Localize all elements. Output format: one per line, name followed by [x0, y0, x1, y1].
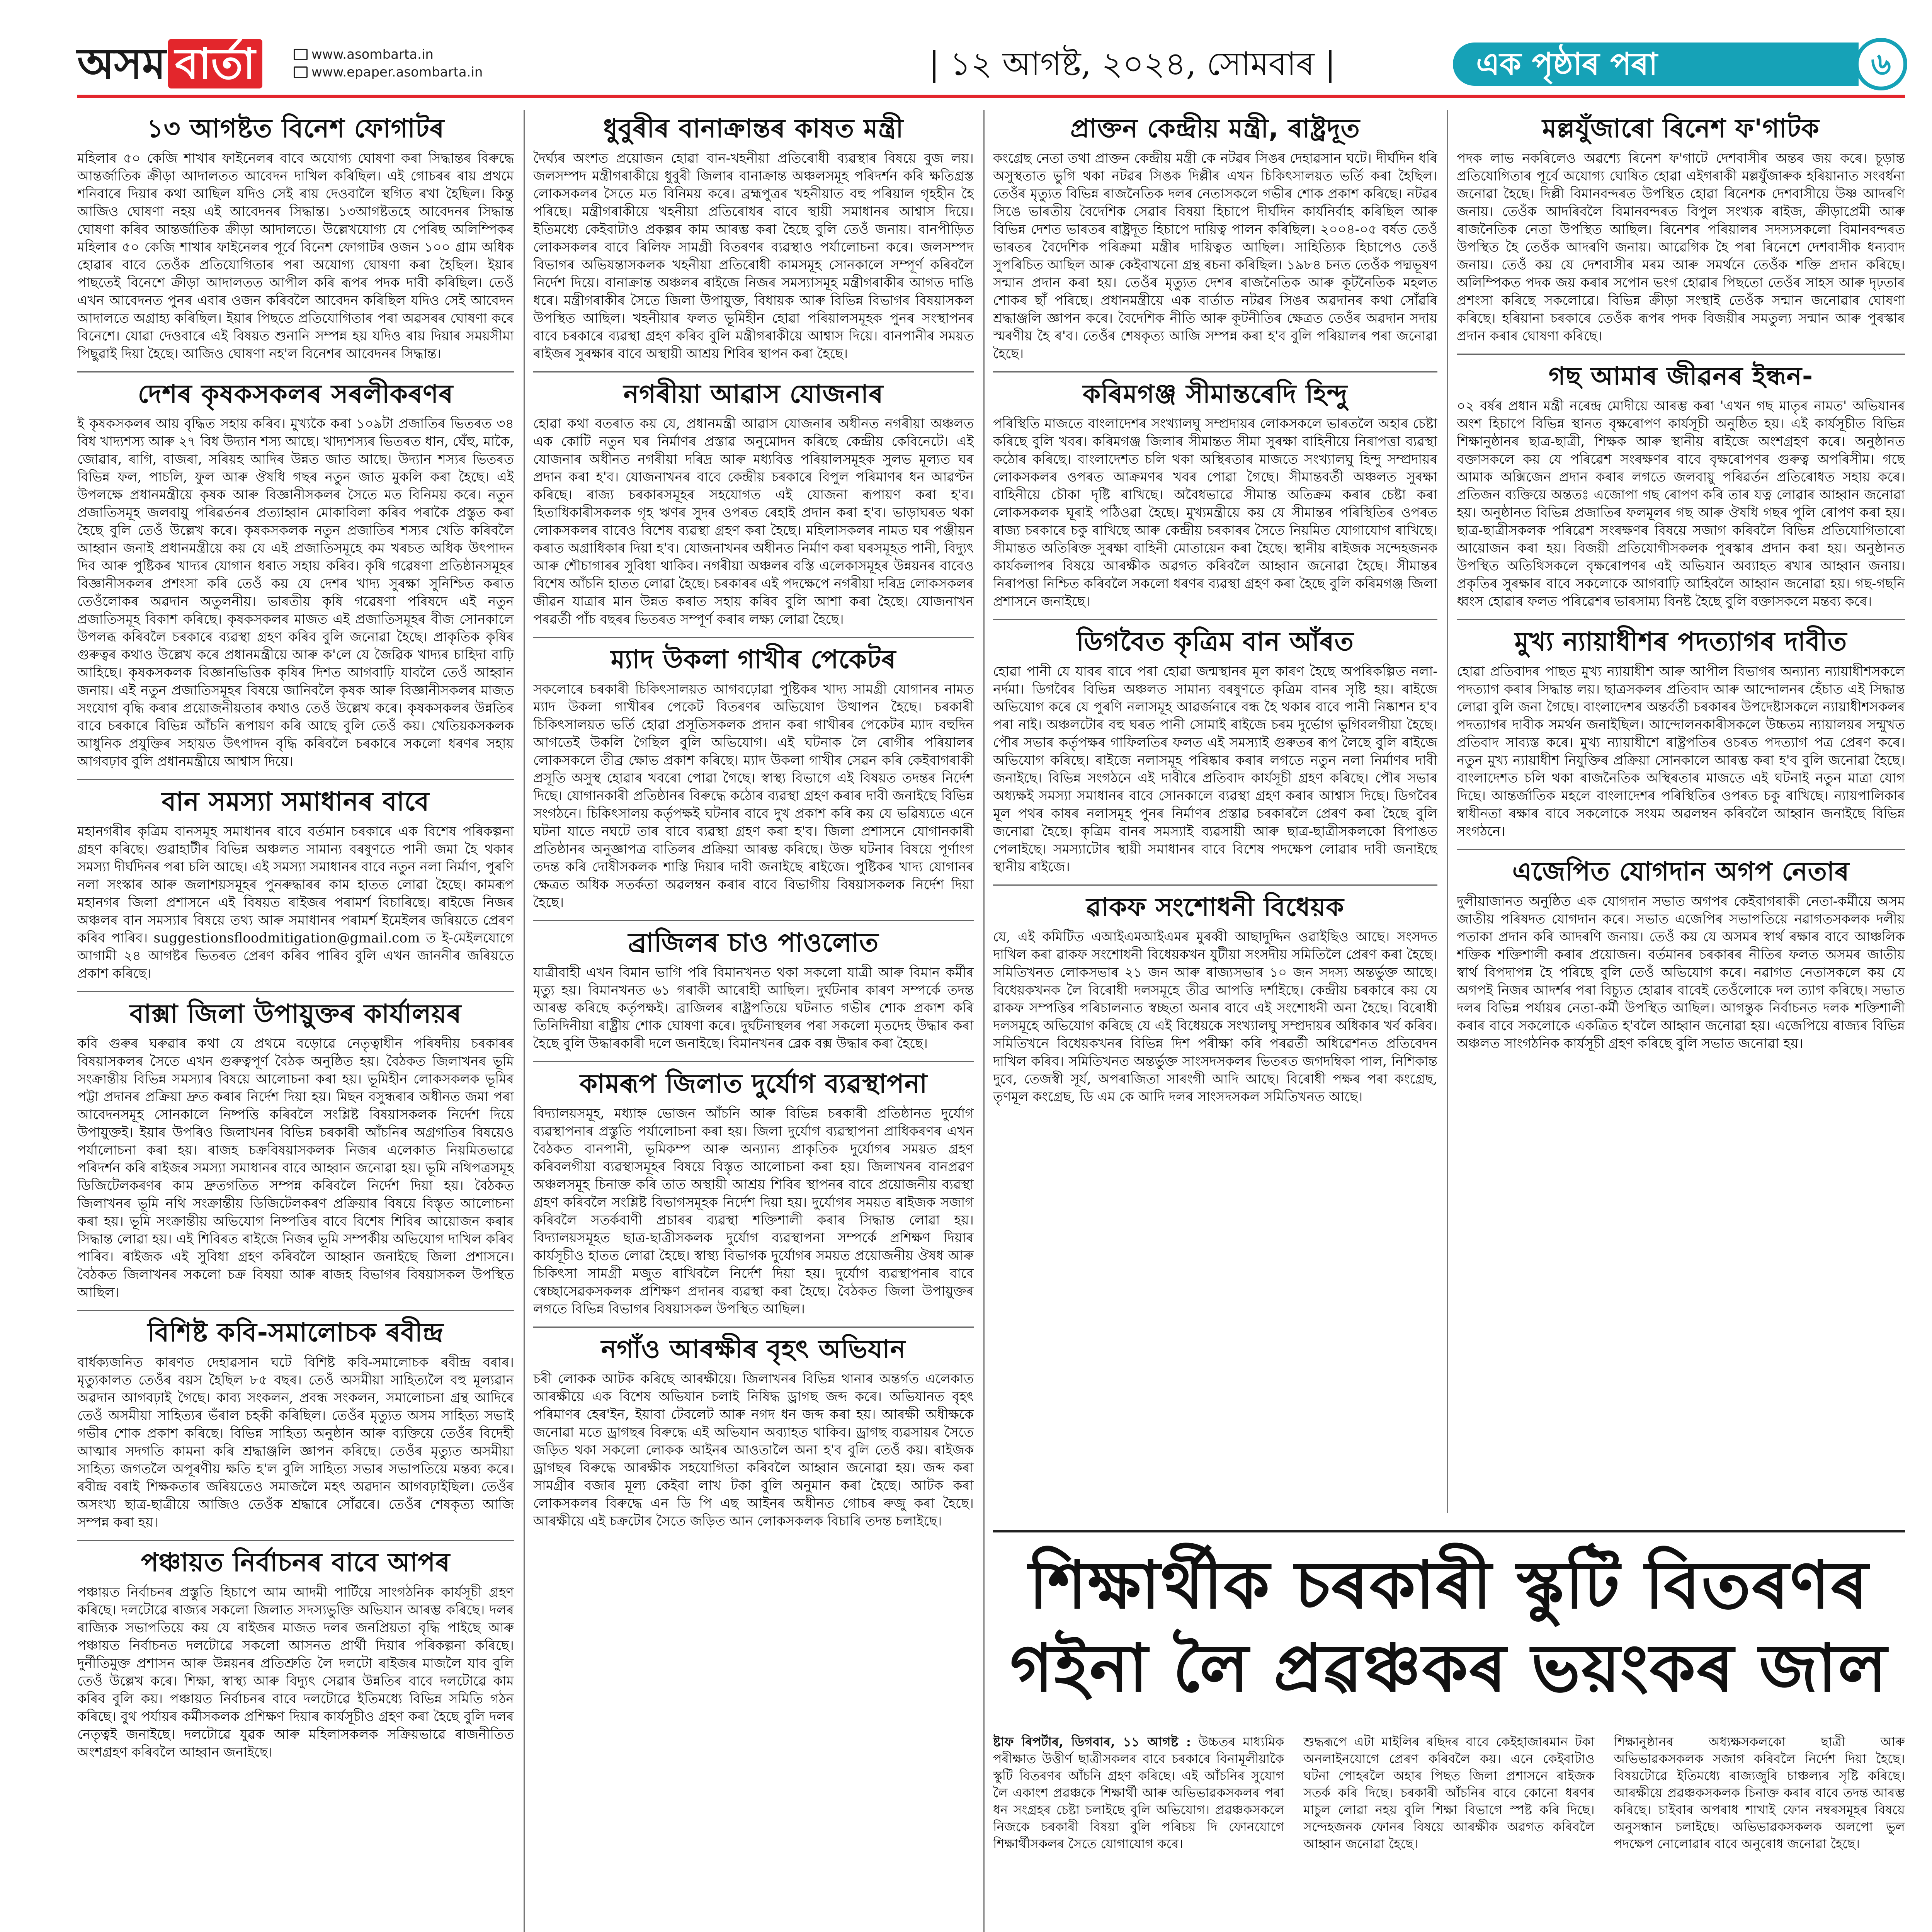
feature-story[interactable] [993, 1530, 1905, 1932]
article[interactable] [533, 1068, 974, 1318]
divider [77, 1310, 514, 1311]
column-divider [1447, 110, 1448, 1513]
article-headline[interactable]: ধুবুৰীৰ বানাক্ৰান্তৰ কাষত মন্ত্ৰী [603, 114, 904, 143]
feature-column: শিক্ষানুষ্ঠানৰ অধ্যক্ষসকলকো ছাত্ৰী আৰু অভিভাৱকসকলক সজাগ কৰিবলৈ নিৰ্দেশ দিয়া হৈছে। বিষয়টোৱে ইতিমধ্যে ৰাজ্যজুৰি চাঞ্চল্যৰ সৃষ্টি কৰিছে। আৰক্ষীয়ে প্ৰৱঞ্চকসকলক চিনাক্ত কৰাৰ বাবে তদন্ত আৰম্ভ কৰিছে। চাইবাৰ অপৰাধ শাখাই ফোন নম্বৰসমূহৰ বিষয়ে অনুসন্ধান চলাইছে। অভিভাৱকসকলক অলপো ভুল পদক্ষেপ নোলোৱাৰ বাবে অনুৰোধ জনোৱা হৈছে। [1614, 1734, 1905, 1851]
divider [533, 920, 974, 921]
article[interactable] [533, 1333, 974, 1530]
column-divider [524, 110, 525, 1932]
divider [533, 1061, 974, 1062]
article-body: যে, এই কমিটিত এআইএমআইএমৰ মুৰব্বী আছাদুদ্দিন ওৱাইছিও আছে। সংসদত দাখিল কৰা ৱাকফ সংশোধনী বিধেয়কখন যুটীয়া সংসদীয় সমিতিলৈ প্ৰেৰণ কৰা হৈছে। সমিতিখনত লোকসভাৰ ২১ জন আৰু ৰাজ্যসভাৰ ১০ জন সদস্য অন্তৰ্ভুক্ত আছে। বিধেয়কখনক লৈ বিৰোধী দলসমূহে তীব্ৰ আপত্তি দৰ্শাইছে। কেন্দ্ৰীয় চৰকাৰে কয় যে ৱাকফ সম্পত্তিৰ পৰিচালনাত স্বচ্ছতা অনাৰ বাবে এই সংশোধনী অনা হৈছে। বিৰোধী দলসমূহে অভিযোগ কৰিছে যে এই বিধেয়কে সংখ্যালঘু সম্প্ৰদায়ৰ অধিকাৰ খৰ্ব কৰিব। সমিতিখনে বিধেয়কখনৰ বিভিন্ন দিশ পৰীক্ষা কৰি পৰৱৰ্তী অধিৱেশনত প্ৰতিবেদন দাখিল কৰিব। সমিতিখনত অন্তৰ্ভুক্ত সাংসদসকলৰ ভিতৰত জগদম্বিকা পাল, নিশিকান্ত দুবে, তেজস্বী সূৰ্য, অপৰাজিতা সাৰংগী আদি আছে। বিৰোধী পক্ষৰ পৰা কংগ্ৰেছ, তৃণমূল কংগ্ৰেছ, ডি এম কে আদি দলৰ সাংসদসকল সমিতিখনত আছে। [993, 929, 1437, 1105]
article-body: মহিলাৰ ৫০ কেজি শাখাৰ ফাইনেলৰ বাবে অযোগ্য ঘোষণা কৰা সিদ্ধান্তৰ বিৰুদ্ধে আন্তৰ্জাতিক ক্ৰীড়া আদালতত আবেদন দাখিল কৰিছিল। এই গোচৰৰ ৰায় প্ৰথমে শনিবাৰে দিয়াৰ কথা আছিল যদিও সেই ৰায় দেওবালৈ স্থগিত ৰখা হৈছিল। কিন্তু আজিও ঘোষণা নহয় এই আবেদনৰ সিদ্ধান্ত। ১৩আগষ্টতহে আবেদনৰ সিদ্ধান্ত ঘোষণা কৰিব আন্তৰ্জাতিক ক্ৰীড়া আদালতে। উল্লেখযোগ্য যে পেৰিছ অলিম্পিকৰ মহিলাৰ ৫০ কেজি শাখাৰ ফাইনেলৰ পূৰ্বে বিনেশ ফোগাটৰ ওজন ১০০ গ্ৰাম অধিক হোৱাৰ বাবে তেওঁক প্ৰতিযোগিতাৰ পৰা অযোগ্য ঘোষণা কৰা হৈছিল। ইয়াৰ পাছতেই বিনেশে ক্ৰীড়া আদালতত আপীল কৰি ৰূপৰ পদক দাবী কৰিছিল। তেওঁ এখন আবেদনত পুনৰ এবাৰ ওজন কৰিবলৈ আবেদন কৰিছিল যদিও সেই আবেদন আদালতে অগ্ৰাহ্য কৰিছিল। ইয়াৰ পিছতে প্ৰতিযোগিতাৰ পৰা অৱসৰৰ ঘোষণা কৰে বিনেশে। যোৱা দেওবাৰে এই বিষয়ত শুনানি সম্পন্ন হয় যদিও ৰায় দিয়াৰ সময়সীমা পিছুৱাই দিয়া হৈছে। আজিও ঘোষণা নহ'ল বিনেশৰ আবেদনৰ সিদ্ধান্ত। [77, 151, 514, 362]
article[interactable] [1457, 360, 1905, 611]
article-body: দুলীয়াজানত অনুষ্ঠিত এক যোগদান সভাত অগপৰ কেইবাগৰাকী নেতা-কৰ্মীয়ে অসম জাতীয় পৰিষদত যোগদান কৰে। সভাত এজেপিৰ সভাপতিয়ে নৱাগতসকলক দলীয় পতাকা প্ৰদান কৰি আদৰণি জনায়। তেওঁ কয় যে অসমৰ স্বাৰ্থ ৰক্ষাৰ বাবে আঞ্চলিক শক্তিক শক্তিশালী কৰাৰ প্ৰয়োজন। বৰ্তমানৰ চৰকাৰৰ নীতিৰ ফলত অসমৰ জাতীয় স্বাৰ্থ বিপদাপন্ন হৈ পৰিছে বুলি তেওঁ অভিযোগ কৰে। নৱাগত নেতাসকলে কয় যে অগপই নিজৰ আদৰ্শৰ পৰা বিচ্যুত হোৱাৰ বাবেই তেওঁলোকে দল ত্যাগ কৰিছে। সভাত দলৰ বিভিন্ন পৰ্যায়ৰ নেতা-কৰ্মী উপস্থিত আছিল। আগন্তুক নিৰ্বাচনত দলক শক্তিশালী কৰাৰ বাবে সকলোকে একত্ৰিত হ'বলৈ আহ্বান জনোৱা হয়। এজেপিয়ে ৰাজ্যৰ বিভিন্ন অঞ্চলত সাংগঠনিক কাৰ্যসূচী গ্ৰহণ কৰিছে বুলি সভাত জনোৱা হয়। [1457, 894, 1905, 1051]
article-headline[interactable]: বাক্সা জিলা উপায়ুক্তৰ কাৰ্যালয়ৰ [129, 999, 462, 1029]
article-headline[interactable]: ৱাকফ সংশোধনী বিধেয়ক [1086, 892, 1344, 922]
article-headline[interactable]: নগাঁও আৰক্ষীৰ বৃহৎ অভিযান [601, 1334, 906, 1364]
column-3 [993, 110, 1437, 1513]
computer-icon [294, 49, 308, 60]
masthead [77, 35, 1905, 93]
epaper-link[interactable] [294, 63, 483, 81]
article[interactable] [533, 378, 974, 628]
feature-body [993, 1733, 1905, 1919]
article[interactable] [993, 112, 1437, 363]
article-body: ০২ বৰ্ষৰ প্ৰধান মন্ত্ৰী নৰেন্দ্ৰ মোদীয়ে আৰম্ভ কৰা 'এখন গছ মাতৃৰ নামত' অভিযানৰ অংশ হিচাপে বিভিন্ন স্থানত বৃক্ষৰোপণ কাৰ্যসূচী অনুষ্ঠিত হয়। এই কাৰ্যসূচীত বিভিন্ন শিক্ষানুষ্ঠানৰ ছাত্ৰ-ছাত্ৰী, শিক্ষক আৰু স্থানীয় ৰাইজে অংশগ্ৰহণ কৰে। অনুষ্ঠানত বক্তাসকলে কয় যে পৰিৱেশ সংৰক্ষণৰ বাবে বৃক্ষৰোপণৰ গুৰুত্ব অপৰিসীম। গছে আমাক অক্সিজেন প্ৰদান কৰাৰ লগতে জলবায়ু পৰিৱৰ্তন প্ৰতিৰোধত সহায় কৰে। প্ৰতিজন ব্যক্তিয়ে অন্ততঃ এজোপা গছ ৰোপণ কৰি তাৰ যত্ন লোৱাৰ আহ্বান জনোৱা হয়। অনুষ্ঠানত বিভিন্ন প্ৰজাতিৰ ফলমূলৰ গছ আৰু ঔষধি গছৰ পুলি ৰোপণ কৰা হয়। ছাত্ৰ-ছাত্ৰীসকলক পৰিৱেশ সংৰক্ষণৰ বিষয়ে সজাগ কৰিবলৈ বিভিন্ন প্ৰতিযোগিতাৰো আয়োজন কৰা হয়। বিজয়ী প্ৰতিযোগীসকলক পুৰস্কাৰ প্ৰদান কৰা হয়। অনুষ্ঠানত উপস্থিত অতিথিসকলে বৃক্ষৰোপণৰ এই অভিযান অব্যাহত ৰখাৰ আহ্বান জনায়। প্ৰকৃতিৰ সুৰক্ষাৰ বাবে সকলোকে আগবাঢ়ি আহিবলৈ আহ্বান জনোৱা হয়। গছ-গছনি ধ্বংস হোৱাৰ ফলত পৰিৱেশৰ ভাৰসাম্য বিনষ্ট হৈছে বুলি বক্তাসকলে মন্তব্য কৰে। [1457, 398, 1905, 609]
feature-text: উচ্চতৰ মাধ্যমিক পৰীক্ষাত উত্তীৰ্ণ ছাত্ৰীসকলৰ বাবে চৰকাৰে বিনামূলীয়াকৈ স্কুটি বিতৰণৰ আঁচনি গ্ৰহণ কৰিছে। এই আঁচনিৰ সুযোগ লৈ একাংশ প্ৰৱঞ্চকে শিক্ষাৰ্থী আৰু অভিভাৱকসকলৰ পৰা ধন সংগ্ৰহৰ চেষ্টা চলাইছে বুলি অভিযোগ। প্ৰৱঞ্চকসকলে নিজকে চৰকাৰী বিষয়া বুলি পৰিচয় দি ফোনযোগে শিক্ষাৰ্থীসকলৰ সৈতে যোগাযোগ কৰে। [993, 1734, 1284, 1851]
logo-text: অসম [77, 39, 166, 88]
column-4 [1457, 110, 1905, 1513]
article[interactable] [533, 643, 974, 912]
feature-column [993, 1733, 1284, 1919]
article-body: সকলোৰে চৰকাৰী চিকিৎসালয়ত আগবঢ়োৱা পুষ্টিকৰ খাদ্য সামগ্ৰী যোগানৰ নামত ম্যাদ উকলা গাখীৰৰ পেকেট বিতৰণৰ অভিযোগ উত্থাপন হৈছে। চৰকাৰী চিকিৎসালয়ত ভৰ্তি হোৱা প্ৰসূতিসকলক প্ৰদান কৰা গাখীৰৰ পেকেটৰ ম্যাদ বহুদিন আগতেই উকলি গৈছিল বুলি অভিযোগ। এই ঘটনাক লৈ ৰোগীৰ পৰিয়ালৰ লোকসকলে তীব্ৰ ক্ষোভ প্ৰকাশ কৰিছে। ম্যাদ উকলা গাখীৰ সেৱন কৰি কেইবাগৰাকী প্ৰসূতি অসুস্থ হোৱাৰ খবৰো পোৱা গৈছে। স্বাস্থ্য বিভাগে এই বিষয়ত তদন্তৰ নিৰ্দেশ দিছে। যোগানকাৰী প্ৰতিষ্ঠানৰ বিৰুদ্ধে কঠোৰ ব্যৱস্থা গ্ৰহণ কৰাৰ দাবী জনাইছে বিভিন্ন সংগঠনে। চিকিৎসালয় কৰ্তৃপক্ষই ঘটনাৰ বাবে দুখ প্ৰকাশ কৰি কয় যে ভৱিষ্যতে এনে ঘটনা যাতে নঘটে তাৰ বাবে ব্যৱস্থা গ্ৰহণ কৰা হ'ব। জিলা প্ৰশাসনে যোগানকাৰী প্ৰতিষ্ঠানৰ অনুজ্ঞাপত্ৰ বাতিলৰ প্ৰক্ৰিয়া আৰম্ভ কৰিছে। উক্ত ঘটনাৰ বিষয়ে পূৰ্ণাংগ তদন্ত কৰি দোষীসকলক শাস্তি দিয়াৰ দাবী জনাইছে ৰাইজে। পুষ্টিকৰ খাদ্য যোগানৰ ক্ষেত্ৰত অধিক সতৰ্কতা অৱলম্বন কৰাৰ বাবে বিভাগীয় বিষয়াসকলক নিৰ্দেশ দিয়া হৈছে। [533, 682, 974, 910]
article-body: পঞ্চায়ত নিৰ্বাচনৰ প্ৰস্তুতি হিচাপে আম আদমী পাৰ্টিয়ে সাংগঠনিক কাৰ্যসূচী গ্ৰহণ কৰিছে। দলটোৱে ৰাজ্যৰ সকলো জিলাত সদস্যভুক্তি অভিযান আৰম্ভ কৰিছে। দলৰ ৰাজ্যিক সভাপতিয়ে কয় যে ৰাইজৰ মাজত দলৰ জনপ্ৰিয়তা বৃদ্ধি পাইছে আৰু পঞ্চায়ত নিৰ্বাচনত দলটোৱে সকলো আসনত প্ৰাৰ্থী দিয়াৰ পৰিকল্পনা কৰিছে। দুৰ্নীতিমুক্ত প্ৰশাসন আৰু উন্নয়নৰ প্ৰতিশ্ৰুতি লৈ দলটো ৰাইজৰ মাজলৈ যাব বুলি তেওঁ উল্লেখ কৰে। শিক্ষা, স্বাস্থ্য আৰু বিদ্যুৎ সেৱাৰ উন্নতিৰ বাবে দলটোৱে কাম কৰিব বুলি কয়। পঞ্চায়ত নিৰ্বাচনৰ বাবে দলটোৱে ইতিমধ্যে বিভিন্ন সমিতি গঠন কৰিছে। বুথ পৰ্যায়ৰ কৰ্মীসকলক প্ৰশিক্ষণ দিয়াৰ কাৰ্যসূচীও গ্ৰহণ কৰা হৈছে বুলি দলৰ নেতৃত্বই জনাইছে। দলটোৱে যুৱক আৰু মহিলাসকলক সক্ৰিয়ভাৱে ৰাজনীতিত অংশগ্ৰহণ কৰিবলৈ আহ্বান জনাইছে। [77, 1585, 514, 1760]
divider [77, 779, 514, 780]
article-body: হোৱা কথা বতৰাত কয় যে, প্ৰধানমন্ত্ৰী আৱাস যোজনাৰ অধীনত নগৰীয়া অঞ্চলত এক কোটি নতুন ঘৰ নিৰ্মাণৰ প্ৰস্তাৱ অনুমোদন কৰিছে কেন্দ্ৰীয় কেবিনেটে। এই যোজনাৰ অধীনত নগৰীয়া দৰিদ্ৰ আৰু মধ্যবিত্ত পৰিয়ালসমূহক সুলভ মূল্যত ঘৰ প্ৰদান কৰা হ'ব। যোজনাখনৰ বাবে কেন্দ্ৰীয় চৰকাৰে বিপুল পৰিমাণৰ ধন আৱণ্টন কৰিছে। ৰাজ্য চৰকাৰসমূহৰ সহযোগত এই যোজনা ৰূপায়ণ কৰা হ'ব। হিতাধিকাৰীসকলক গৃহ ঋণৰ সুদৰ ওপৰত ৰেহাই প্ৰদান কৰা হ'ব। ভাড়াঘৰত থকা লোকসকলৰ বাবেও বিশেষ ব্যৱস্থা গ্ৰহণ কৰা হৈছে। মহিলাসকলৰ নামত ঘৰ পঞ্জীয়ন কৰাত অগ্ৰাধিকাৰ দিয়া হ'ব। যোজনাখনৰ অধীনত নিৰ্মাণ কৰা ঘৰসমূহত পানী, বিদ্যুৎ আৰু শৌচাগাৰৰ সুবিধা থাকিব। নগৰীয়া অঞ্চলৰ বস্তি এলেকাসমূহৰ উন্নয়নৰ বাবেও বিশেষ আঁচনি হাতত লোৱা হৈছে। চৰকাৰৰ এই পদক্ষেপে নগৰীয়া দৰিদ্ৰ লোকসকলৰ জীৱন যাত্ৰাৰ মান উন্নত কৰাত সহায় কৰিব বুলি আশা কৰা হৈছে। যোজনাখন পৰৱৰ্তী পাঁচ বছৰৰ ভিতৰত সম্পূৰ্ণ কৰাৰ লক্ষ্য লোৱা হৈছে। [533, 416, 974, 627]
divider [993, 619, 1437, 620]
article-headline[interactable]: মুখ্য ন্যায়াধীশৰ পদত্যাগৰ দাবীত [1514, 627, 1847, 656]
article[interactable] [993, 891, 1437, 1106]
article[interactable] [533, 112, 974, 363]
article-headline[interactable]: ডিগবৈত কৃত্ৰিম বান আঁৰত [1077, 627, 1354, 656]
article-body: চৰী লোকক আটক কৰিছে আৰক্ষীয়ে। জিলাখনৰ বিভিন্ন থানাৰ অন্তৰ্গত এলেকাত আৰক্ষীয়ে এক বিশেষ অভিযান চলাই নিষিদ্ধ ড্ৰাগছ জব্দ কৰে। অভিযানত বৃহৎ পৰিমাণৰ হেৰ'ইন, ইয়াবা টেবলেট আৰু নগদ ধন জব্দ কৰা হয়। আৰক্ষী অধীক্ষকে জনোৱা মতে ড্ৰাগছৰ বিৰুদ্ধে এই অভিযান অব্যাহত থাকিব। ড্ৰাগছ ব্যৱসায়ৰ সৈতে জড়িত থকা সকলো লোকক আইনৰ আওতালৈ অনা হ'ব বুলি তেওঁ কয়। ৰাইজক ড্ৰাগছৰ বিৰুদ্ধে আৰক্ষীক সহযোগিতা কৰিবলৈ আহ্বান জনোৱা হয়। জব্দ কৰা সামগ্ৰীৰ বজাৰ মূল্য কেইবা লাখ টকা বুলি অনুমান কৰা হৈছে। আটক কৰা লোকসকলৰ বিৰুদ্ধে এন ডি পি এছ আইনৰ অধীনত গোচৰ ৰুজু কৰা হৈছে। আৰক্ষীয়ে এই চক্ৰটোৰ সৈতে জড়িত আন লোকসকলক বিচাৰি তদন্ত চলাইছে। [533, 1371, 974, 1529]
issue-date: | ১২ আগষ্ট, ২০২৪, সোমবাৰ | [929, 45, 1336, 83]
article-body: হোৱা প্ৰতিবাদৰ পাছত মুখ্য ন্যায়াধীশ আৰু আপীল বিভাগৰ অন্যান্য ন্যায়াধীশসকলে পদত্যাগ কৰাৰ সিদ্ধান্ত লয়। ছাত্ৰসকলৰ প্ৰতিবাদ আৰু আন্দোলনৰ হেঁচাত এই সিদ্ধান্ত লোৱা বুলি জনা গৈছে। বাংলাদেশৰ অন্তৰ্বৰ্তী চৰকাৰৰ উপদেষ্টাসকলে ন্যায়াধীশসকলৰ পদত্যাগৰ দাবীক সমৰ্থন জনাইছিল। আন্দোলনকাৰীসকলে উচ্চতম ন্যায়ালয়ৰ সন্মুখত প্ৰতিবাদ সাব্যস্ত কৰে। মুখ্য ন্যায়াধীশে ৰাষ্ট্ৰপতিৰ ওচৰত পদত্যাগ পত্ৰ প্ৰেৰণ কৰে। নতুন মুখ্য ন্যায়াধীশ নিযুক্তিৰ প্ৰক্ৰিয়া সোনকালে আৰম্ভ কৰা হ'ব বুলি জনোৱা হৈছে। বাংলাদেশত চলি থকা ৰাজনৈতিক অস্থিৰতাৰ মাজতে এই ঘটনাই নতুন মাত্ৰা যোগ দিছে। আন্তৰ্জাতিক মহলে বাংলাদেশৰ পৰিস্থিতিৰ ওপৰত চকু ৰাখিছে। ন্যায়পালিকাৰ স্বাধীনতা ৰক্ষাৰ বাবে সকলোকে সংযম অৱলম্বন কৰিবলৈ আহ্বান জনাইছে বিভিন্ন সংগঠনে। [1457, 664, 1905, 839]
website-link[interactable] [294, 46, 483, 63]
divider [533, 371, 974, 372]
section-tab: এক পৃষ্ঠাৰ পৰা [1453, 43, 1859, 86]
article-headline[interactable]: বান সমস্যা সমাধানৰ বাবে [162, 787, 430, 816]
divider [993, 884, 1437, 886]
article[interactable] [1457, 112, 1905, 345]
article-body: দৈৰ্ঘ্যৰ অংশত প্ৰয়োজন হোৱা বান-খহনীয়া প্ৰতিৰোধী ব্যৱস্থাৰ বিষয়ে বুজ লয়। জলসম্পদ মন্ত্ৰীগৰাকীয়ে ধুবুৰী জিলাৰ বানাক্ৰান্ত অঞ্চলসমূহ পৰিদৰ্শন কৰি ক্ষতিগ্ৰস্ত লোকসকলৰ সৈতে মত বিনিময় কৰে। ব্ৰহ্মপুত্ৰৰ খহনীয়াত বহু পৰিয়াল গৃহহীন হৈ পৰিছে। মন্ত্ৰীগৰাকীয়ে খহনীয়া প্ৰতিৰোধৰ বাবে স্থায়ী সমাধানৰ আশ্বাস দিয়ে। ইতিমধ্যে কেইবাটাও প্ৰকল্পৰ কাম আৰম্ভ কৰা হৈছে বুলি তেওঁ জনায়। বানপীড়িত লোকসকলৰ বাবে ৰিলিফ সামগ্ৰী বিতৰণৰ ব্যৱস্থাও পৰ্যালোচনা কৰে। জলসম্পদ বিভাগৰ অভিযন্তাসকলক খহনীয়া প্ৰতিৰোধী কামসমূহ সোনকালে সম্পূৰ্ণ কৰিবলৈ নিৰ্দেশ দিয়ে। বানাক্ৰান্ত অঞ্চলৰ ৰাইজে নিজৰ সমস্যাসমূহ মন্ত্ৰীগৰাকীৰ আগত দাঙি ধৰে। মন্ত্ৰীগৰাকীৰ সৈতে জিলা উপায়ুক্ত, বিধায়ক আৰু বিভিন্ন বিভাগৰ বিষয়াসকল উপস্থিত আছিল। খহনীয়াৰ ফলত ভূমিহীন হোৱা পৰিয়ালসমূহক পুনৰ সংস্থাপনৰ বাবে চৰকাৰে ব্যৱস্থা গ্ৰহণ কৰিব বুলি মন্ত্ৰীগৰাকীয়ে আশ্বাস দিয়ে। বানপানীৰ সময়ত ৰাইজৰ সুৰক্ষাৰ বাবে অস্থায়ী আশ্ৰয় শিবিৰ স্থাপন কৰা হৈছে। [533, 151, 974, 362]
article-headline[interactable]: ব্ৰাজিলৰ চাও পাওলোত [628, 928, 879, 957]
article-headline[interactable]: মল্লযুঁজাৰো ৰিনেশ ফ'গাটক [1542, 114, 1820, 143]
logo-badge: বাৰ্তা [168, 39, 262, 88]
computer-icon [294, 66, 308, 78]
article-body: হোৱা পানী যে যাবৰ বাবে পৰা হোৱা জন্মস্থানৰ মূল কাৰণ হৈছে অপৰিকল্পিত নলা-নৰ্দমা। ডিগবৈৰ বিভিন্ন অঞ্চলত সামান্য বৰষুণতে কৃত্ৰিম বানৰ সৃষ্টি হয়। ৰাইজে অভিযোগ কৰে যে পুৰণি নলাসমূহ আৱৰ্জনাৰে বন্ধ হৈ থকাৰ বাবে পানী নিষ্কাশন হ'ব পৰা নাই। অঞ্চলটোৰ বহু ঘৰত পানী সোমাই ৰাইজে চৰম দুৰ্ভোগ ভুগিবলগীয়া হৈছে। পৌৰ সভাৰ কৰ্তৃপক্ষৰ গাফিলতিৰ ফলত এই সমস্যাই গুৰুতৰ ৰূপ লৈছে বুলি ৰাইজে অভিযোগ কৰিছে। ৰাইজে নলাসমূহ পৰিষ্কাৰ কৰাৰ লগতে নতুন নলা নিৰ্মাণৰ দাবী জনাইছে। বিভিন্ন সংগঠনে এই দাবীৰে প্ৰতিবাদ কাৰ্যসূচী গ্ৰহণ কৰিছে। পৌৰ সভাৰ অধ্যক্ষই সমস্যা সমাধানৰ বাবে সোনকালে ব্যৱস্থা গ্ৰহণ কৰাৰ আশ্বাস দিছে। ডিগবৈৰ মূল পথৰ কাষৰ নলাসমূহ পুনৰ নিৰ্মাণৰ প্ৰস্তাৱ চৰকাৰলৈ প্ৰেৰণ কৰা হৈছে বুলি জনোৱা হৈছে। কৃত্ৰিম বানৰ সমস্যাই ব্যৱসায়ী আৰু ছাত্ৰ-ছাত্ৰীসকলকো বিপাঙত পেলাইছে। সমস্যাটোৰ স্থায়ী সমাধানৰ বাবে বিশেষ পদক্ষেপ লোৱাৰ দাবী জনাইছে স্থানীয় ৰাইজে। [993, 664, 1437, 875]
article-body: যাত্ৰীবাহী এখন বিমান ভাগি পৰি বিমানখনত থকা সকলো যাত্ৰী আৰু বিমান কৰ্মীৰ মৃত্যু হয়। বিমানখনত ৬১ গৰাকী আৰোহী আছিল। দুৰ্ঘটনাৰ কাৰণ সম্পৰ্কে তদন্ত আৰম্ভ কৰিছে কৰ্তৃপক্ষই। ব্ৰাজিলৰ ৰাষ্ট্ৰপতিয়ে ঘটনাত গভীৰ শোক প্ৰকাশ কৰি তিনিদিনীয়া ৰাষ্ট্ৰীয় শোক ঘোষণা কৰে। দুৰ্ঘটনাস্থলৰ পৰা সকলো মৃতদেহ উদ্ধাৰ কৰা হৈছে বুলি উদ্ধাৰকাৰী দলে জনাইছে। বিমানখনৰ ব্লেক বক্স উদ্ধাৰ কৰা হৈছে। [533, 965, 974, 1051]
divider [533, 637, 974, 638]
page-number: ৬ [1855, 38, 1907, 90]
column-2 [533, 110, 974, 1932]
article-headline[interactable]: ম্যাদ উকলা গাখীৰ পেকেটৰ [611, 645, 896, 674]
divider [993, 371, 1437, 372]
article-body: পৰিস্থিতি মাজতে বাংলাদেশৰ সংখ্যালঘু সম্প্ৰদায়ৰ লোকসকলে ভাৰতলৈ অহাৰ চেষ্টা কৰিছে বুলি খবৰ। কৰিমগঞ্জ জিলাৰ সীমান্তত সীমা সুৰক্ষা বাহিনীয়ে নিৰাপত্তা ব্যৱস্থা কঠোৰ কৰিছে। বাংলাদেশত চলি থকা অস্থিৰতাৰ মাজতে সংখ্যালঘু হিন্দু সম্প্ৰদায়ৰ লোকসকলৰ ওপৰত আক্ৰমণৰ খবৰ পোৱা গৈছে। সীমান্তবৰ্তী অঞ্চলত সুৰক্ষা বাহিনীয়ে চৌকা দৃষ্টি ৰাখিছে। অবৈধভাৱে সীমান্ত অতিক্ৰম কৰাৰ চেষ্টা কৰা লোকসকলক ঘূৰাই পঠিওৱা হৈছে। মুখ্যমন্ত্ৰীয়ে কয় যে সীমান্তৰ পৰিস্থিতিৰ ওপৰত ৰাজ্য চৰকাৰে চকু ৰাখিছে আৰু কেন্দ্ৰীয় চৰকাৰৰ সৈতে নিয়মিত যোগাযোগ ৰাখিছে। সীমান্তত অতিৰিক্ত সুৰক্ষা বাহিনী মোতায়েন কৰা হৈছে। স্থানীয় ৰাইজক সন্দেহজনক কাৰ্যকলাপৰ বিষয়ে আৰক্ষীক অৱগত কৰিবলৈ আহ্বান জনোৱা হৈছে। সীমান্তৰ নিৰাপত্তা নিশ্চিত কৰিবলৈ সকলো ধৰণৰ ব্যৱস্থা গ্ৰহণ কৰা হৈছে বুলি কৰিমগঞ্জ জিলা প্ৰশাসনে জনাইছে। [993, 416, 1437, 609]
article[interactable] [1457, 626, 1905, 840]
article[interactable] [77, 1546, 514, 1761]
divider [77, 1540, 514, 1541]
article[interactable] [77, 112, 514, 363]
article[interactable] [993, 626, 1437, 876]
article-headline[interactable]: গছ আমাৰ জীৱনৰ ইন্ধন- [1548, 361, 1813, 391]
article-headline[interactable]: পঞ্চায়ত নিৰ্বাচনৰ বাবে আপৰ [141, 1548, 451, 1577]
divider [533, 1327, 974, 1328]
article-body: কবি গুৰুৰ ঘৰুৱাৰ কথা যে প্ৰথমে বড়োৱে নেতৃত্বাধীন পৰিষদীয় চৰকাৰৰ বিষয়াসকলৰ সৈতে এখন গুৰুত্বপূৰ্ণ বৈঠক অনুষ্ঠিত হয়। বৈঠকত জিলাখনৰ ভূমি সংক্ৰান্তীয় বিভিন্ন সমস্যাৰ বিষয়ে আলোচনা কৰা হয়। ভূমিহীন লোকসকলক ভূমিৰ পট্টা প্ৰদানৰ প্ৰক্ৰিয়া দ্ৰুত কৰাৰ নিৰ্দেশ দিয়া হয়। মিছন বসুন্ধৰাৰ অধীনত জমা পৰা আবেদনসমূহ সোনকালে নিষ্পত্তি কৰিবলৈ সংশ্লিষ্ট বিষয়াসকলক নিৰ্দেশ দিয়ে উপায়ুক্তই। ইয়াৰ উপৰিও জিলাখনৰ বিভিন্ন চৰকাৰী আঁচনিৰ অগ্ৰগতিৰ বিষয়েও পৰ্যালোচনা কৰা হয়। ৰাজহ চক্ৰবিষয়াসকলক নিজৰ এলেকাত নিয়মিতভাৱে পৰিদৰ্শন কৰি ৰাইজৰ সমস্যা সমাধানৰ বাবে আহ্বান জনোৱা হয়। ভূমি নথিপত্ৰসমূহ ডিজিটেলকৰণৰ কাম দ্ৰুতগতিত সম্পন্ন কৰিবলৈ নিৰ্দেশ দিয়া হয়। বৈঠকত জিলাখনৰ ভূমি নথি সংক্ৰান্তীয় ডিজিটেলকৰণ প্ৰক্ৰিয়াৰ বিষয়ে বিস্তৃত আলোচনা কৰা হয়। ভূমি সংক্ৰান্তীয় অভিযোগ নিষ্পত্তিৰ বাবে বিশেষ শিবিৰ আয়োজন কৰাৰ সিদ্ধান্ত লোৱা হয়। এই শিবিৰত ৰাইজে নিজৰ ভূমি সম্পৰ্কীয় অভিযোগ দাখিল কৰিব পাৰিব। ৰাইজক এই সুবিধা গ্ৰহণ কৰিবলৈ আহ্বান জনাইছে জিলা প্ৰশাসনে। বৈঠকত জিলাখনৰ সকলো চক্ৰ বিষয়া আৰু ৰাজহ বিভাগৰ বিষয়াসকল উপস্থিত আছিল। [77, 1036, 514, 1300]
article[interactable] [77, 786, 514, 983]
website-links [294, 46, 483, 81]
article-body: বিদ্যালয়সমূহ, মধ্যাহ্ন ভোজন আঁচনি আৰু বিভিন্ন চৰকাৰী প্ৰতিষ্ঠানত দুৰ্যোগ ব্যৱস্থাপনাৰ প্ৰস্তুতি পৰ্যালোচনা কৰা হয়। জিলা দুৰ্যোগ ব্যৱস্থাপনা প্ৰাধিকৰণৰ এখন বৈঠকত বানপানী, ভূমিকম্প আৰু অন্যান্য প্ৰাকৃতিক দুৰ্যোগৰ সময়ত গ্ৰহণ কৰিবলগীয়া ব্যৱস্থাসমূহৰ বিষয়ে বিস্তৃত আলোচনা কৰা হয়। জিলাখনৰ বানপ্ৰৱণ অঞ্চলসমূহ চিনাক্ত কৰি তাত অস্থায়ী আশ্ৰয় শিবিৰ স্থাপনৰ বাবে প্ৰয়োজনীয় ব্যৱস্থা গ্ৰহণ কৰিবলৈ সংশ্লিষ্ট বিভাগসমূহক নিৰ্দেশ দিয়া হয়। দুৰ্যোগৰ সময়ত ৰাইজক সজাগ কৰিবলৈ সতৰ্কবাণী প্ৰচাৰৰ ব্যৱস্থা শক্তিশালী কৰাৰ সিদ্ধান্ত লোৱা হয়। বিদ্যালয়সমূহত ছাত্ৰ-ছাত্ৰীসকলক দুৰ্যোগ ব্যৱস্থাপনা সম্পৰ্কে প্ৰশিক্ষণ দিয়াৰ কাৰ্যসূচীও হাতত লোৱা হৈছে। স্বাস্থ্য বিভাগক দুৰ্যোগৰ সময়ত প্ৰয়োজনীয় ঔষধ আৰু চিকিৎসা সামগ্ৰী মজুত ৰাখিবলৈ নিৰ্দেশ দিয়া হয়। দুৰ্যোগ ব্যৱস্থাপনাৰ বাবে স্বেচ্ছাসেৱকসকলক প্ৰশিক্ষণ প্ৰদানৰ ব্যৱস্থা কৰা হৈছে। বৈঠকত জিলা উপায়ুক্তৰ লগতে বিভিন্ন বিভাগৰ বিষয়াসকল উপস্থিত আছিল। [533, 1106, 974, 1317]
article[interactable] [533, 927, 974, 1053]
column-1 [77, 110, 514, 1932]
article[interactable] [77, 1316, 514, 1531]
divider [1457, 619, 1905, 620]
article[interactable] [993, 378, 1437, 611]
article[interactable] [77, 998, 514, 1301]
article-headline[interactable]: কামৰূপ জিলাত দুৰ্যোগ ব্যৱস্থাপনা [579, 1069, 928, 1099]
article-headline[interactable]: নগৰীয়া আৱাস যোজনাৰ [623, 379, 884, 409]
article-body: কংগ্ৰেছ নেতা তথা প্ৰাক্তন কেন্দ্ৰীয় মন্ত্ৰী কে নটৱৰ সিঙৰ দেহাৱসান ঘটে। দীৰ্ঘদিন ধৰি অসুস্থতাত ভুগি থকা নটৱৰ সিঙক দিল্লীৰ এখন চিকিৎসালয়ত ভৰ্তি কৰা হৈছিল। তেওঁৰ মৃত্যুত বিভিন্ন ৰাজনৈতিক দলৰ নেতাসকলে গভীৰ শোক প্ৰকাশ কৰিছে। নটৱৰ সিঙে ভাৰতীয় বৈদেশিক সেৱাৰ বিষয়া হিচাপে দীৰ্ঘদিন কাৰ্যনিৰ্বাহ কৰিছিল আৰু বিভিন্ন দেশত ভাৰতৰ ৰাষ্ট্ৰদূত হিচাপে দায়িত্ব পালন কৰিছিল। ২০০৪-০৫ বৰ্ষত তেওঁ ভাৰতৰ বৈদেশিক পৰিক্ৰমা মন্ত্ৰীৰ দায়িত্বত আছিল। সাহিত্যিক হিচাপেও তেওঁ সুপৰিচিত আছিল আৰু কেইবাখনো গ্ৰন্থ ৰচনা কৰিছিল। ১৯৮৪ চনত তেওঁক পদ্মভূষণ সন্মান প্ৰদান কৰা হয়। তেওঁৰ মৃত্যুত দেশৰ ৰাজনৈতিক আৰু কূটনৈতিক মহলত শোকৰ ছাঁ পৰিছে। প্ৰধানমন্ত্ৰীয়ে এক বাৰ্তাত নটৱৰ সিঙৰ অৱদানৰ কথা সোঁৱৰি শ্ৰদ্ধাঞ্জলি জ্ঞাপন কৰে। বৈদেশিক নীতি আৰু কূটনীতিৰ ক্ষেত্ৰত তেওঁৰ অৱদান সদায় স্মৰণীয় হৈ ৰ'ব। তেওঁৰ শেষকৃত্য আজি সম্পন্ন কৰা হ'ব বুলি পৰিয়ালৰ পৰা জনোৱা হৈছে। [993, 151, 1437, 362]
article-headline[interactable]: ১৩ আগষ্টত বিনেশ ফোগাটৰ [146, 114, 445, 143]
article[interactable] [77, 378, 514, 770]
article-body: মহানগৰীৰ কৃত্ৰিম বানসমূহ সমাধানৰ বাবে বৰ্তমান চৰকাৰে এক বিশেষ পৰিকল্পনা গ্ৰহণ কৰিছে। গুৱাহাটীৰ বিভিন্ন অঞ্চলত সামান্য বৰষুণতে পানী জমা হৈ থকাৰ সমস্যা দীৰ্ঘদিনৰ পৰা চলি আছে। এই সমস্যা সমাধানৰ বাবে নতুন নলা নিৰ্মাণ, পুৰণি নলা সংস্কাৰ আৰু জলাশয়সমূহৰ পুনৰুদ্ধাৰৰ কাম হাতত লোৱা হৈছে। কামৰূপ মহানগৰ জিলা প্ৰশাসনে এই বিষয়ত ৰাইজৰ পৰামৰ্শ বিচাৰিছে। ৰাইজে নিজৰ অঞ্চলৰ বান সমস্যাৰ বিষয়ে তথ্য আৰু সমাধানৰ পৰামৰ্শ ইমেইলৰ জৰিয়তে প্ৰেৰণ কৰিব পাৰিব। suggestionsfloodmitigation@gmail.com ত ই-মেইলযোগে আগামী ২৪ আগষ্টৰ ভিতৰত প্ৰেৰণ কৰিব পাৰিব বুলি এখন জাননীৰ জৰিয়তে প্ৰকাশ কৰিছে। [77, 824, 514, 981]
masthead-rule [77, 95, 1905, 98]
feature-dateline: ষ্টাফ ৰিপৰ্টাৰ, ডিগবাৰ, ১১ আগষ্ট : [993, 1734, 1191, 1749]
feature-headline[interactable]: শিক্ষাৰ্থীক চৰকাৰী স্কুটি বিতৰণৰ গইনা লৈ প্ৰৱঞ্চকৰ ভয়ংকৰ জাল [1010, 1547, 1888, 1707]
article-body: বাৰ্ধক্যজনিত কাৰণত দেহাৱসান ঘটে বিশিষ্ট কবি-সমালোচক ৰবীন্দ্ৰ বৰাৰ। মৃত্যুকালত তেওঁৰ বয়স হৈছিল ৮৫ বছৰ। তেওঁ অসমীয়া সাহিত্যলৈ বহু মূল্যৱান অৱদান আগবঢ়াই গৈছে। কাব্য সংকলন, প্ৰবন্ধ সংকলন, সমালোচনা গ্ৰন্থ আদিৰে তেওঁ অসমীয়া সাহিত্যৰ ভঁৰাল চহকী কৰিছিল। তেওঁৰ মৃত্যুত অসম সাহিত্য সভাই গভীৰ শোক প্ৰকাশ কৰিছে। বিভিন্ন সাহিত্য অনুষ্ঠান আৰু ব্যক্তিয়ে তেওঁৰ বিদেহী আত্মাৰ সদগতি কামনা কৰি শ্ৰদ্ধাঞ্জলি জ্ঞাপন কৰিছে। তেওঁৰ মৃত্যুত অসমীয়া সাহিত্য জগতলৈ অপূৰণীয় ক্ষতি হ'ল বুলি সাহিত্য সভাৰ সভাপতিয়ে মন্তব্য কৰে। ৰবীন্দ্ৰ বৰাই শিক্ষকতাৰ জৰিয়তেও সমাজলৈ মহৎ অৱদান আগবঢ়াইছিল। তেওঁৰ অসংখ্য ছাত্ৰ-ছাত্ৰীয়ে আজিও তেওঁক শ্ৰদ্ধাৰে সোঁৱৰে। তেওঁৰ শেষকৃত্য আজি সম্পন্ন কৰা হয়। [77, 1355, 514, 1530]
divider [1457, 354, 1905, 355]
divider [1457, 849, 1905, 850]
column-divider [983, 110, 985, 1932]
article-headline[interactable]: কৰিমগঞ্জ সীমান্তৰেদি হিন্দু [1083, 379, 1348, 409]
article[interactable] [1457, 855, 1905, 1053]
divider [77, 991, 514, 992]
article-headline[interactable]: দেশৰ কৃষকসকলৰ সৰলীকৰণৰ [138, 379, 454, 409]
article-headline[interactable]: প্ৰাক্তন কেন্দ্ৰীয় মন্ত্ৰী, ৰাষ্ট্ৰদূত [1070, 114, 1360, 143]
website-url: www.asombarta.in [311, 47, 434, 62]
article-headline[interactable]: এজেপিত যোগদান অগপ নেতাৰ [1512, 857, 1850, 886]
article-body: ই কৃষকসকলৰ আয় বৃদ্ধিত সহায় কৰিব। মুখ্যকৈ কৰা ১০৯টা প্ৰজাতিৰ ভিতৰত ৩৪ বিধ খাদ্যশস্য আৰু ২৭ বিধ উদ্যান শস্য আছে। খাদ্যশস্যৰ ভিতৰত ধান, ঘেঁহু, মাকৈ, জোৱাৰ, ৰাগি, বাজৰা, সৰিয়হ আদিৰ উন্নত জাত আছে। উদ্যান শস্যৰ ভিতৰত বিভিন্ন ফল, পাচলি, ফুল আৰু ঔষধি গছৰ নতুন জাত মুকলি কৰা হৈছে। এই উপলক্ষে প্ৰধানমন্ত্ৰীয়ে কৃষক আৰু বিজ্ঞানীসকলৰ সৈতে মত বিনিময় কৰে। নতুন প্ৰজাতিসমূহ জলবায়ু পৰিৱৰ্তনৰ প্ৰত্যাহ্বান মোকাবিলা কৰিব পৰাকৈ প্ৰস্তুত কৰা হৈছে বুলি তেওঁ উল্লেখ কৰে। কৃষকসকলক নতুন প্ৰজাতিৰ শস্যৰ খেতি কৰিবলৈ আহ্বান জনাই প্ৰধানমন্ত্ৰীয়ে কয় যে এই প্ৰজাতিসমূহে কম খৰচত অধিক উৎপাদন দিব আৰু পুষ্টিকৰ খাদ্যৰ যোগান ধৰাত সহায় কৰিব। কৃষি গৱেষণা প্ৰতিষ্ঠানসমূহৰ বিজ্ঞানীসকলৰ প্ৰশংসা কৰি তেওঁ কয় যে দেশৰ খাদ্য সুৰক্ষা সুনিশ্চিত কৰাত তেওঁলোকৰ অৱদান অতুলনীয়। ভাৰতীয় কৃষি গৱেষণা পৰিষদে এই নতুন প্ৰজাতিসমূহ বিকাশ কৰিছে। কৃষকসকলৰ মাজত এই প্ৰজাতিসমূহৰ বীজ সোনকালে উপলব্ধ কৰিবলৈ চৰকাৰে ব্যৱস্থা গ্ৰহণ কৰিব বুলি জনোৱা হৈছে। প্ৰাকৃতিক কৃষিৰ গুৰুত্বৰ কথাও উল্লেখ কৰে প্ৰধানমন্ত্ৰীয়ে আৰু ক'লে যে জৈৱিক খাদ্যৰ চাহিদা বাঢ়ি আহিছে। কৃষকসকলক বিজ্ঞানভিত্তিক কৃষিৰ দিশত আগবাঢ়ি যাবলৈ তেওঁ আহ্বান জনায়। এই নতুন প্ৰজাতিসমূহৰ বিষয়ে জানিবলৈ কৃষক আৰু বিজ্ঞানীসকলৰ মাজত সংযোগ বৃদ্ধি কৰাৰ প্ৰয়োজনীয়তাৰ কথাও তেওঁ উল্লেখ কৰে। কৃষকসকলৰ উন্নতিৰ বাবে চৰকাৰে বিভিন্ন আঁচনি ৰূপায়ণ কৰি আছে বুলি তেওঁ কয়। খেতিয়কসকলক আধুনিক প্ৰযুক্তিৰ সহায়ত উৎপাদন বৃদ্ধি কৰিবলৈ চৰকাৰে সকলো ধৰণৰ সহায় আগবঢ়াব বুলি প্ৰধানমন্ত্ৰীয়ে আশ্বাস দিয়ে। [77, 416, 514, 769]
epaper-url: www.epaper.asombarta.in [311, 65, 483, 80]
newspaper-logo[interactable] [77, 35, 262, 93]
divider [77, 371, 514, 372]
feature-column: শুদ্ধৰূপে এটা মাইলিৰ ৰছিদৰ বাবে কেইহাজাৰমান টকা অনলাইনযোগে প্ৰেৰণ কৰিবলৈ কয়। এনে কেইবাটাও ঘটনা পোহৰলৈ অহাৰ পিছত জিলা প্ৰশাসনে ৰাইজক সতৰ্ক কৰি দিছে। চৰকাৰী আঁচনিৰ বাবে কোনো ধৰণৰ মাচুল লোৱা নহয় বুলি শিক্ষা বিভাগে স্পষ্ট কৰি দিছে। সন্দেহজনক ফোনৰ বিষয়ে আৰক্ষীক অৱগত কৰিবলৈ আহ্বান জনোৱা হৈছে। [1303, 1734, 1595, 1851]
article-body: পদক লাভ নকৰিলেও অৱশ্যে ৰিনেশ ফ'গাটে দেশবাসীৰ অন্তৰ জয় কৰে। চূড়ান্ত প্ৰতিযোগিতাৰ পূৰ্বে অযোগ্য ঘোষিত হোৱা এইগৰাকী মল্লযুঁজাৰুক হৰিয়ানাত সংবৰ্ধনা জনোৱা হৈছে। দিল্লী বিমানবন্দৰত উপস্থিত হোৱা ৰিনেশক দেশবাসীয়ে উষ্ণ আদৰণি জনায়। তেওঁক আদৰিবলৈ বিমানবন্দৰত বিপুল সংখ্যক ৰাইজ, ক্ৰীড়াপ্ৰেমী আৰু ৰাজনৈতিক নেতা উপস্থিত আছিল। ৰিনেশৰ পৰিয়ালৰ সদস্যসকলো বিমানবন্দৰত উপস্থিত হৈ তেওঁক আদৰণি জনায়। আৱেগিক হৈ পৰা ৰিনেশে দেশবাসীক ধন্যবাদ জনায়। তেওঁ কয় যে দেশবাসীৰ মৰম আৰু সমৰ্থনে তেওঁক শক্তি প্ৰদান কৰিছে। অলিম্পিকত পদক জয় কৰাৰ সপোন ভংগ হোৱাৰ পিছতো তেওঁৰ সাহস আৰু দৃঢ়তাৰ প্ৰশংসা কৰিছে সকলোৱে। বিভিন্ন ক্ৰীড়া সংস্থাই তেওঁক সন্মান জনোৱাৰ ঘোষণা কৰিছে। হৰিয়ানা চৰকাৰে তেওঁক ৰূপৰ পদক বিজয়ীৰ সমতুল্য সন্মান আৰু পুৰস্কাৰ প্ৰদান কৰাৰ ঘোষণা কৰিছে। [1457, 151, 1905, 344]
article-headline[interactable]: বিশিষ্ট কবি-সমালোচক ৰবীন্দ্ৰ [147, 1318, 444, 1347]
